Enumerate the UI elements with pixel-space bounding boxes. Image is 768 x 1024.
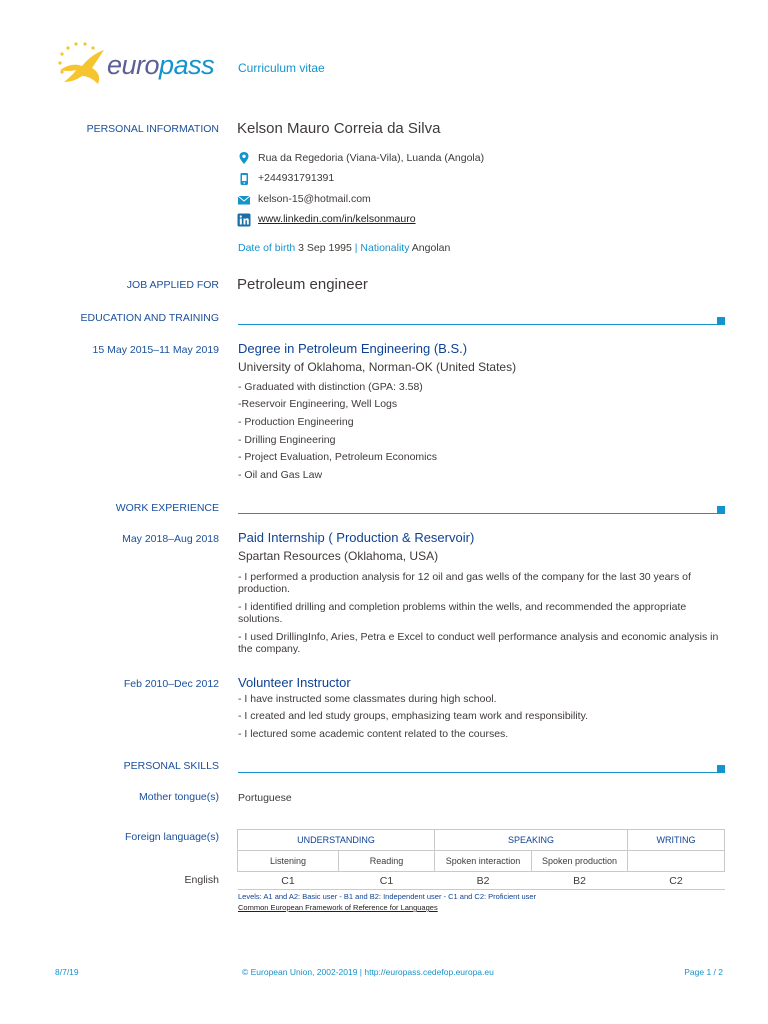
- levels-note: Levels: A1 and A2: Basic user - B1 and B2: Independent user - C1 and C2: Proficient user: [238, 892, 537, 901]
- understanding-header: UNDERSTANDING: [238, 830, 435, 851]
- language-table: [237, 829, 725, 890]
- work-dates: Feb 2010–Dec 2012: [123, 678, 219, 690]
- work-title: Paid Internship ( Production & Reservoir): [238, 530, 475, 545]
- address-text: Rua da Regedoria (Viana-Vila), Luanda (Angola): [258, 152, 485, 164]
- work-dates: May 2018–Aug 2018: [122, 533, 219, 545]
- reading-header: Reading: [339, 851, 435, 872]
- section-marker: [717, 317, 725, 325]
- writing-header: WRITING: [628, 830, 725, 851]
- location-pin-icon: [237, 151, 251, 165]
- list-item: - I performed a production analysis for 12 oil and gas wells of the company for the last 30 years of production.: [238, 571, 691, 595]
- footer-page: Page 1 / 2: [684, 967, 723, 977]
- footer-date: 8/7/19: [55, 967, 79, 977]
- speaking-header: SPEAKING: [435, 830, 628, 851]
- section-divider: [238, 513, 717, 514]
- dob-line: [238, 242, 450, 254]
- doc-title: Curriculum vitae: [238, 61, 325, 75]
- spoken-production-level: B2: [532, 872, 628, 890]
- table-row: [238, 872, 725, 890]
- spoken-interaction-header: Spoken interaction: [435, 851, 532, 872]
- mobile-phone-icon: [237, 172, 251, 186]
- section-divider: [238, 324, 717, 325]
- list-item: - I created and led study groups, emphasizing team work and responsibility.: [238, 710, 588, 722]
- education-section-label: EDUCATION AND TRAINING: [80, 312, 219, 324]
- listening-level: C1: [238, 872, 339, 890]
- spoken-production-header: Spoken production: [532, 851, 628, 872]
- work-org: Spartan Resources (Oklahoma, USA): [238, 549, 439, 563]
- mother-tongue-value: Portuguese: [238, 792, 292, 804]
- work-title: Volunteer Instructor: [238, 675, 351, 690]
- job-applied-value: Petroleum engineer: [237, 276, 368, 293]
- logo-pass: pass: [159, 50, 215, 80]
- education-org: University of Oklahoma, Norman-OK (United States): [238, 360, 517, 374]
- writing-level: C2: [628, 872, 725, 890]
- job-applied-label: JOB APPLIED FOR: [126, 279, 219, 291]
- dob-value: 3 Sep 1995: [298, 242, 352, 254]
- linkedin-icon: [237, 213, 251, 227]
- dob-label: Date of birth: [238, 242, 296, 254]
- list-item: - Production Engineering: [238, 416, 354, 428]
- list-item: - I have instructed some classmates during high school.: [238, 693, 497, 705]
- skills-section-label: PERSONAL SKILLS: [123, 760, 219, 772]
- list-item: - Drilling Engineering: [238, 434, 336, 446]
- footer-copyright: © European Union, 2002-2019 | http://europass.cedefop.europa.eu: [242, 967, 494, 977]
- list-item: - Project Evaluation, Petroleum Economics: [238, 451, 438, 463]
- list-item: - I identified drilling and completion problems within the wells, and recommended the appropriate solutions.: [238, 601, 687, 625]
- cefr-link[interactable]: Common European Framework of Reference for Languages: [238, 903, 438, 912]
- nationality-label: Nationality: [360, 242, 410, 254]
- europass-logo: [52, 40, 222, 90]
- personal-info-label: PERSONAL INFORMATION: [86, 123, 219, 135]
- listening-header: Listening: [238, 851, 339, 872]
- nationality-value: Angolan: [411, 242, 451, 254]
- full-name: Kelson Mauro Correia da Silva: [237, 120, 441, 137]
- linkedin-link[interactable]: www.linkedin.com/in/kelsonmauro: [258, 213, 416, 225]
- spoken-interaction-level: B2: [435, 872, 532, 890]
- education-title: Degree in Petroleum Engineering (B.S.): [238, 341, 468, 356]
- email-text[interactable]: kelson-15@hotmail.com: [258, 193, 371, 205]
- list-item: - I lectured some academic content related to the courses.: [238, 728, 509, 740]
- logo-euro: euro: [107, 50, 160, 80]
- email-envelope-icon: [237, 193, 251, 207]
- separator: |: [354, 242, 358, 254]
- language-name: English: [184, 874, 219, 886]
- list-item: - Oil and Gas Law: [238, 469, 323, 481]
- list-item: - I used DrillingInfo, Aries, Petra e Excel to conduct well performance analysis and economic analysis in the company.: [238, 631, 719, 655]
- work-section-label: WORK EXPERIENCE: [115, 502, 219, 514]
- list-item: - Graduated with distinction (GPA: 3.58): [238, 381, 423, 393]
- europass-logo-figure: [52, 40, 112, 90]
- phone-text: +244931791391: [258, 172, 335, 184]
- writing-subheader: [628, 851, 725, 872]
- education-dates: 15 May 2015–11 May 2019: [92, 344, 219, 356]
- mother-tongue-label: Mother tongue(s): [139, 791, 219, 803]
- section-marker: [717, 506, 725, 514]
- reading-level: C1: [339, 872, 435, 890]
- foreign-language-label: Foreign language(s): [125, 831, 219, 843]
- section-divider: [238, 772, 717, 773]
- section-marker: [717, 765, 725, 773]
- list-item: -Reservoir Engineering, Well Logs: [238, 398, 398, 410]
